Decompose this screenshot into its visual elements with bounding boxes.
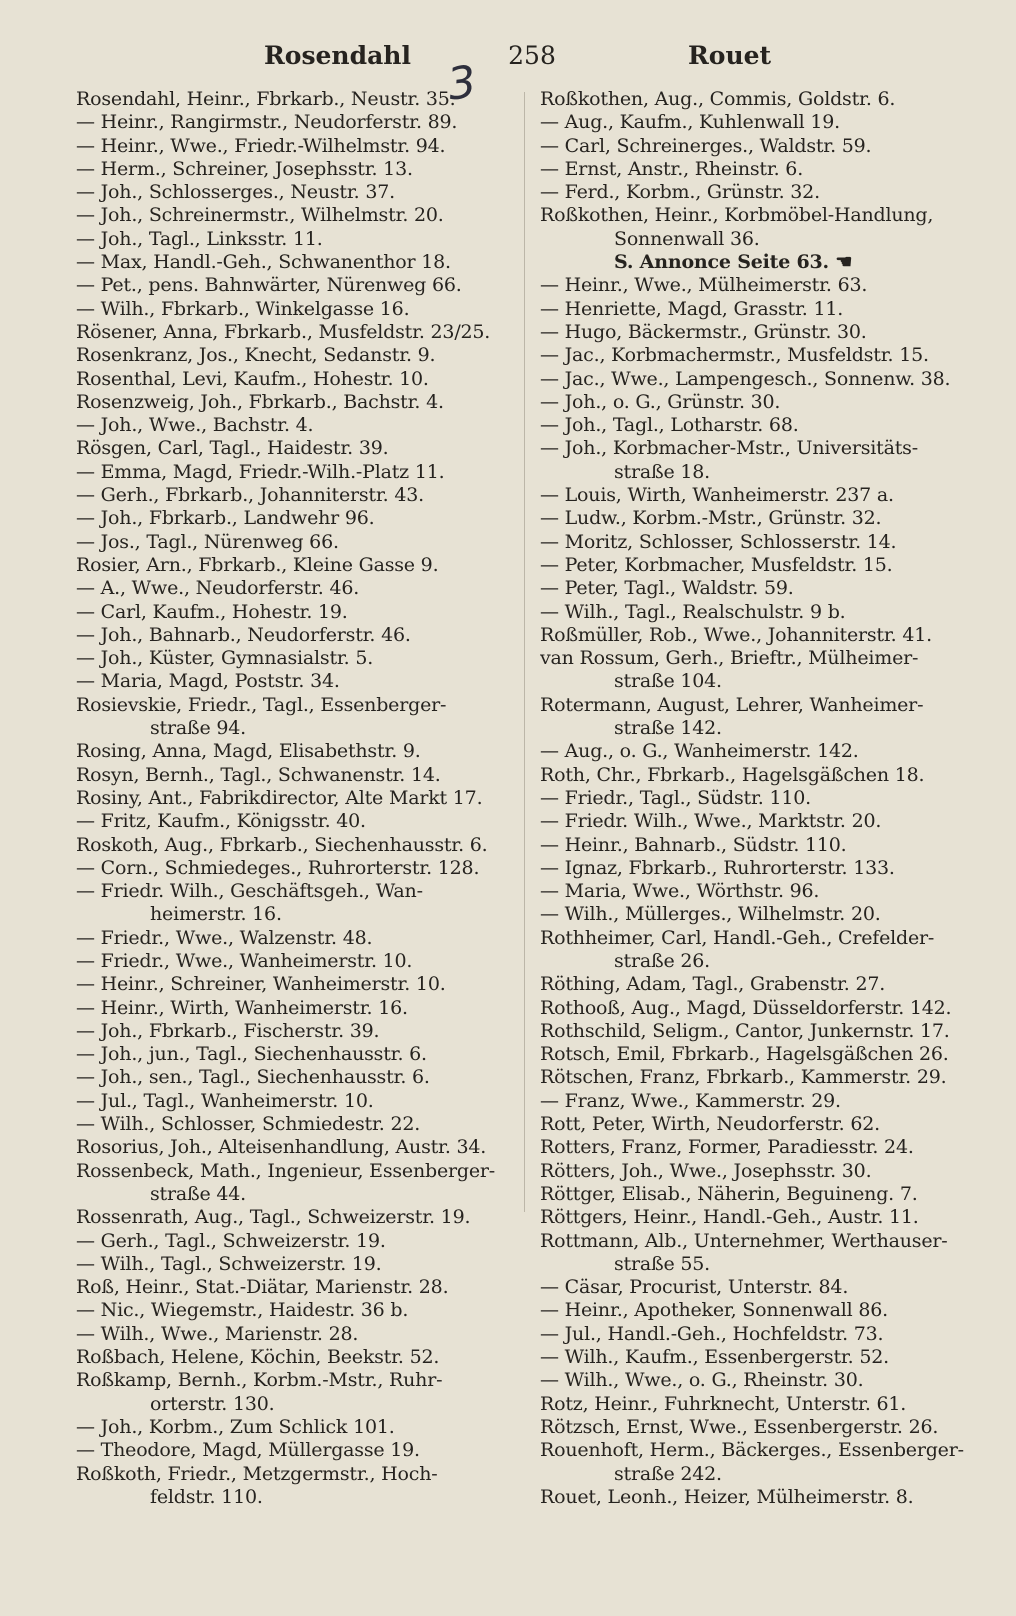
- directory-entry: Rosievskie, Friedr., Tagl., Essenberger-: [76, 693, 447, 716]
- directory-entry: Rosiny, Ant., Fabrikdirector, Alte Markt 17.: [76, 786, 483, 809]
- directory-entry: Roß, Heinr., Stat.-Diätar, Marienstr. 28.: [76, 1276, 449, 1299]
- directory-entry: — A., Wwe., Neudorferstr. 46.: [76, 577, 360, 600]
- right-column: [540, 88, 976, 1608]
- directory-entry: — Joh., Küster, Gymnasialstr. 5.: [76, 647, 374, 670]
- directory-entry: — Heinr., Schreiner, Wanheimerstr. 10.: [76, 973, 446, 996]
- directory-entry: — Ludw., Korbm.-Mstr., Grünstr. 32.: [540, 507, 882, 530]
- entry-continuation: orterstr. 130.: [150, 1392, 275, 1415]
- directory-entry: Rötzsch, Ernst, Wwe., Essenbergerstr. 26.: [540, 1415, 939, 1438]
- directory-entry: — Wilh., Wwe., o. G., Rheinstr. 30.: [540, 1369, 864, 1392]
- directory-entry: — Nic., Wiegemstr., Haidestr. 36 b.: [76, 1299, 409, 1322]
- directory-entry: — Heinr., Wirth, Wanheimerstr. 16.: [76, 996, 408, 1019]
- directory-entry: Rothooß, Aug., Magd, Düsseldorferstr. 142.: [540, 996, 952, 1019]
- directory-entry: — Ernst, Anstr., Rheinstr. 6.: [540, 157, 804, 180]
- directory-entry: — Heinr., Wwe., Mülheimerstr. 63.: [540, 274, 868, 297]
- entry-continuation: straße 104.: [614, 670, 722, 693]
- directory-entry: Rothschild, Seligm., Cantor, Junkernstr. 17.: [540, 1019, 950, 1042]
- directory-entry: — Jul., Handl.-Geh., Hochfeldstr. 73.: [540, 1322, 884, 1345]
- entry-continuation: Sonnenwall 36.: [614, 227, 760, 250]
- directory-entry: Rotz, Heinr., Fuhrknecht, Unterstr. 61.: [540, 1392, 907, 1415]
- entry-continuation: straße 142.: [614, 717, 722, 740]
- directory-entry: — Corn., Schmiedeges., Ruhrorterstr. 128.: [76, 856, 480, 879]
- directory-entry: — Theodore, Magd, Müllergasse 19.: [76, 1439, 420, 1462]
- page-number: 258: [508, 41, 556, 70]
- entry-continuation: straße 242.: [614, 1462, 722, 1485]
- annonce-note: S. Annonce Seite 63. ☚: [614, 251, 853, 274]
- directory-entry: — Heinr., Rangirmstr., Neudorferstr. 89.: [76, 111, 458, 134]
- entry-continuation: straße 44.: [150, 1182, 246, 1205]
- entry-continuation: straße 18.: [614, 460, 710, 483]
- directory-entry: — Joh., Schreinermstr., Wilhelmstr. 20.: [76, 204, 444, 227]
- directory-entry: Rötschen, Franz, Fbrkarb., Kammerstr. 29.: [540, 1066, 947, 1089]
- directory-entry: — Maria, Magd, Poststr. 34.: [76, 670, 340, 693]
- directory-entry: — Moritz, Schlosser, Schlosserstr. 14.: [540, 530, 897, 553]
- directory-entry: Rösgen, Carl, Tagl., Haidestr. 39.: [76, 437, 389, 460]
- entry-continuation: straße 94.: [150, 717, 246, 740]
- directory-entry: — Jos., Tagl., Nürenweg 66.: [76, 530, 339, 553]
- directory-entry: Röttgers, Heinr., Handl.-Geh., Austr. 11.: [540, 1206, 919, 1229]
- directory-entry: — Joh., sen., Tagl., Siechenhausstr. 6.: [76, 1066, 430, 1089]
- running-head-left: Rosendahl: [264, 41, 411, 70]
- running-head-right: Rouet: [688, 41, 772, 70]
- directory-entry: Roßkothen, Heinr., Korbmöbel-Handlung,: [540, 204, 934, 227]
- directory-entry: — Gerh., Fbrkarb., Johanniterstr. 43.: [76, 484, 424, 507]
- directory-entry: — Friedr., Wwe., Wanheimerstr. 10.: [76, 949, 413, 972]
- directory-entry: Roßkoth, Friedr., Metzgermstr., Hoch-: [76, 1462, 438, 1485]
- directory-entry: — Jac., Wwe., Lampengesch., Sonnenw. 38.: [540, 367, 951, 390]
- directory-entry: Rosenthal, Levi, Kaufm., Hohestr. 10.: [76, 367, 429, 390]
- directory-entry: Rosier, Arn., Fbrkarb., Kleine Gasse 9.: [76, 553, 439, 576]
- directory-entry: — Joh., Wwe., Bachstr. 4.: [76, 414, 314, 437]
- directory-entry: — Wilh., Tagl., Realschulstr. 9 b.: [540, 600, 846, 623]
- directory-entry: — Joh., Korbm., Zum Schlick 101.: [76, 1415, 395, 1438]
- directory-entry: Rosenzweig, Joh., Fbrkarb., Bachstr. 4.: [76, 390, 444, 413]
- directory-entry: — Wilh., Fbrkarb., Winkelgasse 16.: [76, 297, 410, 320]
- directory-entry: Roth, Chr., Fbrkarb., Hagelsgäßchen 18.: [540, 763, 925, 786]
- directory-entry: — Max, Handl.-Geh., Schwanenthor 18.: [76, 251, 451, 274]
- directory-entry: — Joh., jun., Tagl., Siechenhausstr. 6.: [76, 1043, 427, 1066]
- directory-entry: Röttger, Elisab., Näherin, Beguineng. 7.: [540, 1182, 918, 1205]
- directory-entry: van Rossum, Gerh., Brieftr., Mülheimer-: [540, 647, 919, 670]
- column-divider: [524, 92, 525, 1212]
- directory-entry: Rossenbeck, Math., Ingenieur, Essenberger-: [76, 1159, 496, 1182]
- directory-entry: — Joh., Schlosserges., Neustr. 37.: [76, 181, 395, 204]
- directory-entry: — Fritz, Kaufm., Königsstr. 40.: [76, 810, 366, 833]
- directory-entry: — Wilh., Wwe., Marienstr. 28.: [76, 1322, 359, 1345]
- directory-entry: Rotsch, Emil, Fbrkarb., Hagelsgäßchen 26.: [540, 1043, 949, 1066]
- directory-entry: — Aug., Kaufm., Kuhlenwall 19.: [540, 111, 841, 134]
- directory-entry: — Carl, Kaufm., Hohestr. 19.: [76, 600, 348, 623]
- directory-entry: — Herm., Schreiner, Josephsstr. 13.: [76, 157, 413, 180]
- directory-entry: — Ignaz, Fbrkarb., Ruhrorterstr. 133.: [540, 856, 895, 879]
- directory-entry: — Louis, Wirth, Wanheimerstr. 237 a.: [540, 484, 894, 507]
- directory-entry: Rotermann, August, Lehrer, Wanheimer-: [540, 693, 924, 716]
- directory-entry: Rötters, Joh., Wwe., Josephsstr. 30.: [540, 1159, 872, 1182]
- directory-entry: — Peter, Korbmacher, Musfeldstr. 15.: [540, 553, 893, 576]
- directory-entry: — Joh., Fbrkarb., Fischerstr. 39.: [76, 1019, 380, 1042]
- directory-entry: — Carl, Schreinerges., Waldstr. 59.: [540, 134, 872, 157]
- directory-entry: — Friedr., Tagl., Südstr. 110.: [540, 786, 811, 809]
- directory-entry: — Joh., Fbrkarb., Landwehr 96.: [76, 507, 375, 530]
- directory-entry: — Jac., Korbmachermstr., Musfeldstr. 15.: [540, 344, 929, 367]
- directory-entry: Rösener, Anna, Fbrkarb., Musfeldstr. 23/25.: [76, 320, 491, 343]
- directory-entry: — Henriette, Magd, Grasstr. 11.: [540, 297, 844, 320]
- directory-entry: Rouet, Leonh., Heizer, Mülheimerstr. 8.: [540, 1485, 914, 1508]
- entry-continuation: feldstr. 110.: [150, 1485, 263, 1508]
- directory-entry: Rott, Peter, Wirth, Neudorferstr. 62.: [540, 1113, 880, 1136]
- directory-entry: Roßbach, Helene, Köchin, Beekstr. 52.: [76, 1346, 440, 1369]
- directory-entry: — Aug., o. G., Wanheimerstr. 142.: [540, 740, 859, 763]
- directory-entry: — Jul., Tagl., Wanheimerstr. 10.: [76, 1089, 374, 1112]
- entry-continuation: straße 55.: [614, 1252, 710, 1275]
- directory-entry: — Joh., Bahnarb., Neudorferstr. 46.: [76, 623, 411, 646]
- directory-entry: Rosorius, Joh., Alteisenhandlung, Austr. 34.: [76, 1136, 487, 1159]
- directory-entry: — Joh., Korbmacher-Mstr., Universitäts-: [540, 437, 918, 460]
- directory-entry: Röthing, Adam, Tagl., Grabenstr. 27.: [540, 973, 886, 996]
- directory-entry: — Joh., o. G., Grünstr. 30.: [540, 390, 781, 413]
- directory-entry: — Heinr., Apotheker, Sonnenwall 86.: [540, 1299, 888, 1322]
- directory-entry: — Hugo, Bäckermstr., Grünstr. 30.: [540, 320, 867, 343]
- directory-entry: — Gerh., Tagl., Schweizerstr. 19.: [76, 1229, 386, 1252]
- directory-entry: — Friedr., Wwe., Walzenstr. 48.: [76, 926, 373, 949]
- directory-entry: — Joh., Tagl., Lotharstr. 68.: [540, 414, 799, 437]
- directory-entry: — Peter, Tagl., Waldstr. 59.: [540, 577, 794, 600]
- entry-continuation: heimerstr. 16.: [150, 903, 282, 926]
- directory-entry: — Wilh., Schlosser, Schmiedestr. 22.: [76, 1113, 421, 1136]
- directory-entry: — Joh., Tagl., Linksstr. 11.: [76, 227, 323, 250]
- directory-entry: Roßkothen, Aug., Commis, Goldstr. 6.: [540, 88, 896, 110]
- directory-entry: — Friedr. Wilh., Wwe., Marktstr. 20.: [540, 810, 882, 833]
- directory-entry: — Ferd., Korbm., Grünstr. 32.: [540, 181, 820, 204]
- entry-continuation: straße 26.: [614, 949, 710, 972]
- directory-entry: — Cäsar, Procurist, Unterstr. 84.: [540, 1276, 849, 1299]
- directory-entry: Rottmann, Alb., Unternehmer, Werthauser-: [540, 1229, 948, 1252]
- directory-entry: — Heinr., Wwe., Friedr.-Wilhelmstr. 94.: [76, 134, 446, 157]
- directory-entry: — Wilh., Tagl., Schweizerstr. 19.: [76, 1252, 382, 1275]
- directory-entry: Rothheimer, Carl, Handl.-Geh., Crefelder-: [540, 926, 935, 949]
- directory-entry: — Maria, Wwe., Wörthstr. 96.: [540, 880, 820, 903]
- directory-entry: — Wilh., Kaufm., Essenbergerstr. 52.: [540, 1346, 889, 1369]
- directory-entry: — Pet., pens. Bahnwärter, Nürenweg 66.: [76, 274, 462, 297]
- directory-entry: Roßmüller, Rob., Wwe., Johanniterstr. 41.: [540, 623, 932, 646]
- directory-entry: Roßkamp, Bernh., Korbm.-Mstr., Ruhr-: [76, 1369, 443, 1392]
- directory-entry: Rosendahl, Heinr., Fbrkarb., Neustr. 35.: [76, 88, 456, 110]
- directory-entry: Rossenrath, Aug., Tagl., Schweizerstr. 19.: [76, 1206, 471, 1229]
- directory-entry: Rosenkranz, Jos., Knecht, Sedanstr. 9.: [76, 344, 436, 367]
- directory-entry: — Emma, Magd, Friedr.-Wilh.-Platz 11.: [76, 460, 445, 483]
- left-column: [76, 88, 512, 1608]
- directory-entry: Rotters, Franz, Former, Paradiesstr. 24.: [540, 1136, 914, 1159]
- directory-entry: — Heinr., Bahnarb., Südstr. 110.: [540, 833, 847, 856]
- directory-entry: Roskoth, Aug., Fbrkarb., Siechenhausstr. 6.: [76, 833, 488, 856]
- handwritten-mark: 3: [444, 56, 480, 111]
- directory-entry: Rosyn, Bernh., Tagl., Schwanenstr. 14.: [76, 763, 441, 786]
- directory-entry: — Friedr. Wilh., Geschäftsgeh., Wan-: [76, 880, 423, 903]
- directory-entry: — Wilh., Müllerges., Wilhelmstr. 20.: [540, 903, 881, 926]
- directory-entry: Rouenhoft, Herm., Bäckerges., Essenberger-: [540, 1439, 964, 1462]
- directory-entry: Rosing, Anna, Magd, Elisabethstr. 9.: [76, 740, 421, 763]
- directory-entry: — Franz, Wwe., Kammerstr. 29.: [540, 1089, 841, 1112]
